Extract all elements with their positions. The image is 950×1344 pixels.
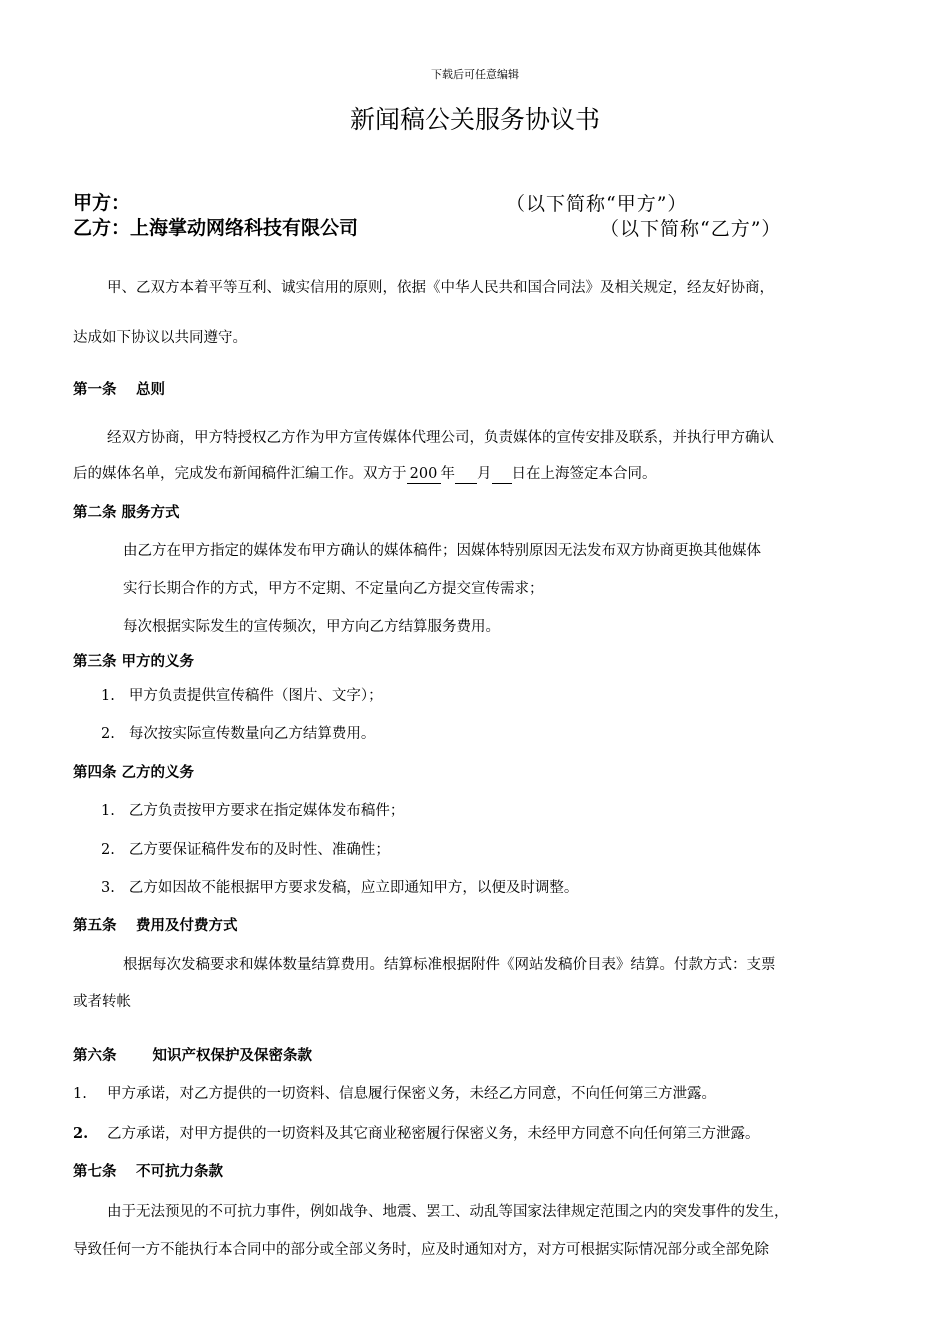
article-1-heading: 第一条 总则 (73, 381, 166, 398)
document-title: 新闻稿公关服务协议书 (349, 105, 600, 134)
party-a-label: 甲方： (73, 192, 131, 214)
article-4-item-2 (101, 838, 390, 859)
article-4-item-3 (101, 876, 578, 897)
article-7-line-2: 导致任何一方不能执行本合同中的部分或全部义务时，应及时通知对方，对方可根据实际情况部分或全部免除 (73, 1242, 769, 1258)
list-text: 乙方承诺，对甲方提供的一切资料及其它商业秘密履行保密义务，未经甲方同意不向任何第三方泄露。 (107, 1126, 760, 1142)
article-5-heading: 第五条 费用及付费方式 (73, 917, 238, 934)
preamble-line-1: 甲、乙双方本着平等互利、诚实信用的原则，依据《中华人民共和国合同法》及相关规定，经友好协商， (107, 280, 774, 296)
article-3-heading: 第三条 甲方的义务 (73, 653, 195, 670)
party-a-note: （以下简称“甲方”） (506, 193, 688, 215)
article-4-item-1 (101, 799, 404, 820)
day-blank (492, 467, 512, 484)
article-6-item-1 (73, 1082, 716, 1103)
day-label: 日在上海签定本合同。 (511, 466, 657, 482)
article-2-heading: 第二条 服务方式 (73, 504, 180, 521)
preamble-line-2: 达成如下协议以共同遵守。 (73, 330, 247, 346)
header-note: 下载后可任意编辑 (431, 68, 519, 81)
list-text: 乙方要保证稿件发布的及时性、准确性； (128, 842, 390, 858)
article-2-item-1: 由乙方在甲方指定的媒体发布甲方确认的媒体稿件；因媒体特别原因无法发布双方协商更换其他媒体 (123, 543, 761, 559)
party-b-note: （以下简称“乙方”） (600, 218, 782, 240)
list-number: 3. (101, 880, 115, 896)
article-5-line-1: 根据每次发稿要求和媒体数量结算费用。结算标准根据附件《网站发稿价目表》结算。付款方式：支票 (123, 957, 776, 973)
article-6-title: 知识产权保护及保密条款 (152, 1047, 312, 1064)
article-6-heading (73, 1044, 312, 1065)
year-label: 年 (440, 466, 455, 482)
list-text: 甲方承诺，对乙方提供的一切资料、信息履行保密义务，未经乙方同意，不向任何第三方泄露。 (107, 1086, 716, 1102)
month-blank (455, 467, 477, 484)
article-1-line-1: 经双方协商，甲方特授权乙方作为甲方宣传媒体代理公司，负责媒体的宣传安排及联系，并执行甲方确认 (107, 430, 774, 446)
article-2-item-3: 每次根据实际发生的宣传频次，甲方向乙方结算服务费用。 (123, 619, 500, 635)
list-text: 甲方负责提供宣传稿件（图片、文字）； (128, 688, 383, 704)
list-number: 1. (101, 803, 115, 819)
list-number: 1. (73, 1086, 87, 1102)
list-number: 2. (101, 842, 115, 858)
article-5-line-2: 或者转帐 (73, 994, 131, 1010)
party-b-label: 乙方：上海掌动网络科技有限公司 (73, 217, 359, 239)
article-3-item-2 (101, 722, 375, 743)
list-number: 2. (101, 726, 115, 742)
list-number: 1. (101, 688, 115, 704)
article-6-item-2 (73, 1122, 760, 1143)
article-7-heading: 第七条 不可抗力条款 (73, 1163, 224, 1180)
list-text: 每次按实际宣传数量向乙方结算费用。 (128, 726, 376, 742)
list-text: 乙方如因故不能根据甲方要求发稿，应立即通知甲方，以便及时调整。 (128, 880, 579, 896)
article-4-heading: 第四条 乙方的义务 (73, 764, 195, 781)
article-7-line-1: 由于无法预见的不可抗力事件，例如战争、地震、罢工、动乱等国家法律规定范围之内的突发事件的发生， (107, 1204, 789, 1220)
article-6-number: 第六条 (73, 1047, 117, 1064)
article-1-line-2 (73, 462, 657, 484)
article-3-item-1 (101, 684, 383, 705)
article-1-line-2-text: 后的媒体名单，完成发布新闻稿件汇编工作。双方于 (73, 466, 407, 482)
month-label: 月 (477, 466, 492, 482)
list-text: 乙方负责按甲方要求在指定媒体发布稿件； (128, 803, 405, 819)
article-2-item-2: 实行长期合作的方式，甲方不定期、不定量向乙方提交宣传需求； (123, 581, 544, 597)
year-field: 200 (407, 467, 441, 484)
list-number: 2. (73, 1125, 89, 1142)
